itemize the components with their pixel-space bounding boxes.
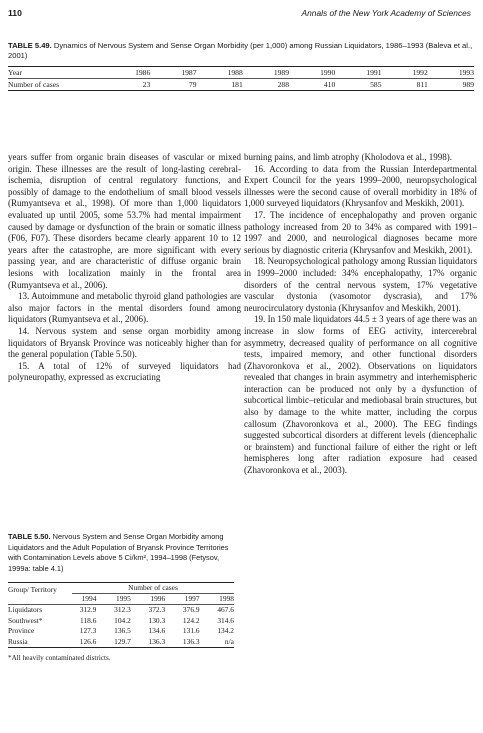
cell: 130.3 (148, 615, 166, 625)
cell: 136.3 (148, 636, 166, 646)
year-header: 1994 (81, 594, 97, 603)
row-label: Southwest* (8, 615, 43, 625)
paragraph: 13. Autoimmune and metabolic thyroid gland pathologies are also major factors in the mental disorders found among liquidators (Rumyantseva et al., 2006). (8, 291, 241, 325)
cell: 314.6 (217, 615, 234, 625)
cell: 372.3 (148, 605, 166, 614)
table-5-50-label: TABLE 5.50. (8, 532, 51, 541)
table-5-50-caption (8, 532, 234, 574)
table-5-49-cases-row (8, 79, 474, 90)
cell: 467.6 (217, 605, 234, 614)
cases-cell: 585 (370, 80, 382, 89)
cases-cell: 79 (188, 80, 197, 89)
table-row (8, 637, 234, 648)
year-header: 1995 (116, 594, 131, 603)
table-5-50 (8, 582, 234, 648)
cases-cell: 410 (323, 80, 336, 89)
row-label: Russia (8, 636, 28, 646)
paragraph: 18. Neuropsychological pathology among Russian liquidators in 1999–2000 included: 34% encephalopathy, 17% organic disorders of the central nervous system, 17% vegetative vascular dystonia (vasomotor dyscrasia), and 17% neurocirculatory dystonia (Khrysanfov and Meskikh, 2001). (244, 256, 477, 313)
row-label: Province (8, 626, 35, 636)
year-cell: 1988 (227, 68, 243, 77)
number-of-cases-header: Number of cases (72, 583, 234, 594)
paragraph: 17. The incidence of encephalopathy and proven organic pathology increased from 20 to 34% as compared with 1991–1997 and 2000, and neurological diagnoses became more serious by diagnostic criteria (Khrysanfov and Meskikh, 2001). (244, 209, 477, 255)
paragraph: burning pains, and limb atrophy (Kholodova et al., 1998). (244, 152, 452, 162)
group-territory-header: Group/ Territory (8, 585, 57, 594)
right-text-column (244, 152, 477, 477)
journal-title: Annals of the New York Academy of Sciences (301, 8, 471, 18)
paragraph: 16. According to data from the Russian Interdepartmental Expert Council for the years 1999–2000, neuropsychological illnesses were the second cause of overall morbidity in 18% of 1,000 surveyed liquidators (Khrysanfov and Meskikh, 2001). (244, 163, 477, 209)
paragraph: 15. A total of 12% of surveyed liquidators had polyneuropathy, expressed as excruciating (8, 360, 241, 383)
cell: 312.9 (79, 605, 97, 614)
cell: 134.2 (217, 626, 234, 636)
cell: 118.6 (80, 615, 97, 625)
table-5-49-label: TABLE 5.49. (8, 41, 52, 50)
cell: 312.3 (114, 605, 131, 614)
cases-cell: 181 (231, 80, 243, 89)
cell: n/a (224, 636, 234, 646)
cell: 127.3 (79, 626, 97, 636)
cases-cell: 811 (416, 80, 428, 89)
table-5-50-footnote: *All heavily contaminated districts. (8, 654, 111, 663)
year-cell: 1993 (458, 68, 474, 77)
cell: 126.6 (79, 636, 97, 646)
paragraph: 14. Nervous system and sense organ morbidity among liquidators of Bryansk Province was noticeably higher than for the general population (Table 5.50). (8, 325, 241, 360)
cell: 136.5 (114, 626, 131, 636)
cell: 134.6 (148, 626, 166, 636)
year-cell: 1989 (273, 68, 289, 77)
table-5-49-year-row (8, 67, 474, 79)
cases-cell: 288 (277, 80, 289, 89)
year-cell: 1990 (320, 68, 336, 77)
cases-cell: 23 (142, 80, 151, 89)
table-5-50-block (8, 532, 234, 662)
cell: 376.9 (182, 605, 200, 614)
row-header-year: Year (8, 68, 22, 77)
table-5-49-caption-text: Dynamics of Nervous System and Sense Organ Morbidity (per 1,000) among Russian Liquidators, 1986–1993 (Baleva et al., 2001) (8, 41, 473, 60)
table-5-50-caption-text: Nervous System and Sense Organ Morbidity among Liquidators and the Adult Population of Bryansk Province Territories with Contamination Levels above 5 Ci/km², 1994–1998 (Fetysov, 1999a: table 4.1) (8, 532, 229, 573)
row-header-cases: Number of cases (8, 80, 60, 89)
row-label: Liquidators (8, 605, 43, 614)
table-row (8, 616, 234, 627)
table-row (8, 605, 234, 616)
year-cell: 1992 (412, 68, 428, 77)
left-text-column (8, 152, 241, 384)
paragraph: 19. In 150 male liquidators 44.5 ± 3 years of age there was an increase in slow forms of EEG activity, intercerebral asymmetry, decreased quality of performance on all cognitive tests, impaired memory, and other functional disorders (Zhavoronkova et al., 2002). Observations on liquidators revealed that changes in brain asymmetry and interhemispheric interaction can be produced not only by a dysfunction of subcortical limbic–reticular and mediobasal brain structures, but also by damage to the white matter, including the corpus callosum (Zhavoronkova et al., 2000). The EEG findings suggested subcortical disorders at different levels (diencephalic or brainstem) and functional failure of either the right or left hemispheres long after radiation exposure had ceased (Zhavoronkova et al., 2003). (244, 314, 477, 476)
year-header: 1997 (184, 594, 200, 603)
cell: 136.3 (182, 636, 200, 646)
table-5-49-caption (8, 41, 474, 61)
table-5-49 (8, 66, 474, 91)
cell: 104.2 (114, 615, 131, 625)
cell: 131.6 (182, 626, 200, 636)
year-cell: 1986 (135, 68, 151, 77)
cell: 124.2 (182, 615, 200, 625)
paragraph: years suffer from organic brain diseases of vascular or mixed origin. These illnesses are the result of long-lasting cerebral-ischemia, disruption of central regulatory functions, and possibly of damage to the endothelium of small blood vessels (Rumyantseva et al., 1998). Of more than 1,000 liquidators evaluated up until 2005, some 53.7% had mental impairment caused by damage or dysfunction of the brain or somatic illness (F06, F07). These disorders became clearly apparent 10 to 12 years after the catastrophe, are more significant with every passing year, and are characteristic of diffuse organic brain lesions with localization mainly in the frontal area (Rumyantseva et al., 2006). (8, 152, 241, 290)
cases-cell: 989 (462, 80, 474, 89)
year-header: 1996 (150, 594, 166, 603)
cell: 129.7 (114, 636, 131, 646)
year-header: 1998 (219, 594, 234, 603)
year-cell: 1991 (366, 68, 382, 77)
table-5-50-header (8, 583, 234, 605)
page-number: 110 (8, 8, 22, 18)
table-row (8, 626, 234, 637)
year-cell: 1987 (181, 68, 197, 77)
